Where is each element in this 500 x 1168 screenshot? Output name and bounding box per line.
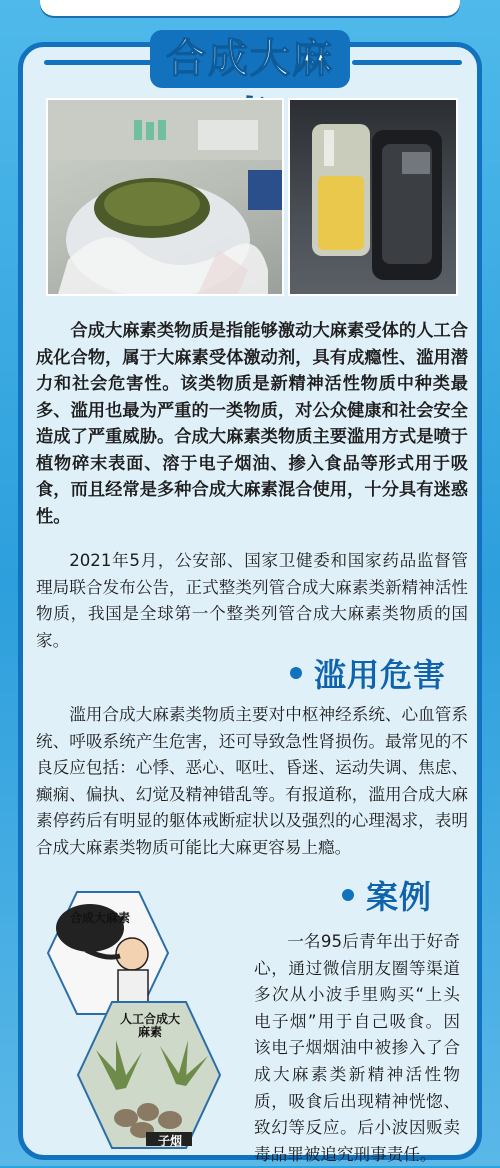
title-line-right — [352, 60, 462, 65]
section-harm-text: 滥用合成大麻素类物质主要对中枢神经系统、心血管系统、呼吸系统产生危害，还可导致急性肾损伤。最常见的不良反应包括：心悸、恶心、呕吐、昏迷、运动失调、焦虑、癫痫、偏执、幻觉及精神错乱等。有报道称，滥用合成大麻素停药后有明显的躯体戒断症状以及强烈的心理渴求，表明合成大麻素类物质可能比大麻更容易上瘾。 — [36, 705, 468, 857]
cartridges-illustration — [290, 100, 456, 294]
section-case-title: 案例 — [366, 878, 433, 916]
bullet-dot-icon — [290, 667, 302, 679]
section-case-header — [342, 872, 432, 918]
title-line-left — [44, 60, 164, 65]
packaged-plant-matter-photo — [46, 98, 284, 296]
illustration-label-3: 子烟 — [158, 1134, 183, 1148]
top-decorative-strip — [40, 0, 460, 16]
illustration-label-2: 人工合成大麻素 — [120, 1012, 181, 1039]
intro-paragraph-2: 2021年5月，公安部、国家卫健委和国家药品监督管理局联合发布公告，正式整类列管合成大麻素类新精神活性物质，我国是全球第一个整类列管合成大麻素类物质的国家。 — [36, 551, 468, 650]
page-title: 合成大麻 — [166, 36, 334, 82]
e-cigarette-cartridges-photo — [288, 98, 458, 296]
section-harm-title: 滥用危害 — [314, 656, 447, 694]
illustration-label-1: 合成大麻素 — [70, 911, 131, 925]
section-harm-header — [290, 650, 446, 696]
section-case-text: 一名95后青年出于好奇心，通过微信朋友圈等渠道多次从小波手里购买“上头电子烟”用于自己吸食。因该电子烟烟油中被掺入了合成大麻素类新精神活性物质，吸食后出现精神恍惚、致幻等反应。后小波因贩卖毒品罪被追究刑事责任。 — [254, 932, 460, 1164]
intro-paragraph-1: 合成大麻素类物质是指能够激动大麻素受体的人工合成化合物，属于大麻素受体激动剂，具有成瘾性、滥用潜力和社会危害性。该类物质是新精神活性物质中种类最多、滥用也最为严重的一类物质，对公众健康和社会安全造成了严重威胁。合成大麻素类物质主要滥用方式是喷于植物碎末表面、溶于电子烟油、掺入食品等形式用于吸食，而且经常是多种合成大麻素混合使用，十分具有迷惑性。 — [36, 321, 468, 527]
plant-bag-illustration — [48, 100, 282, 294]
bullet-dot-icon — [342, 889, 354, 901]
